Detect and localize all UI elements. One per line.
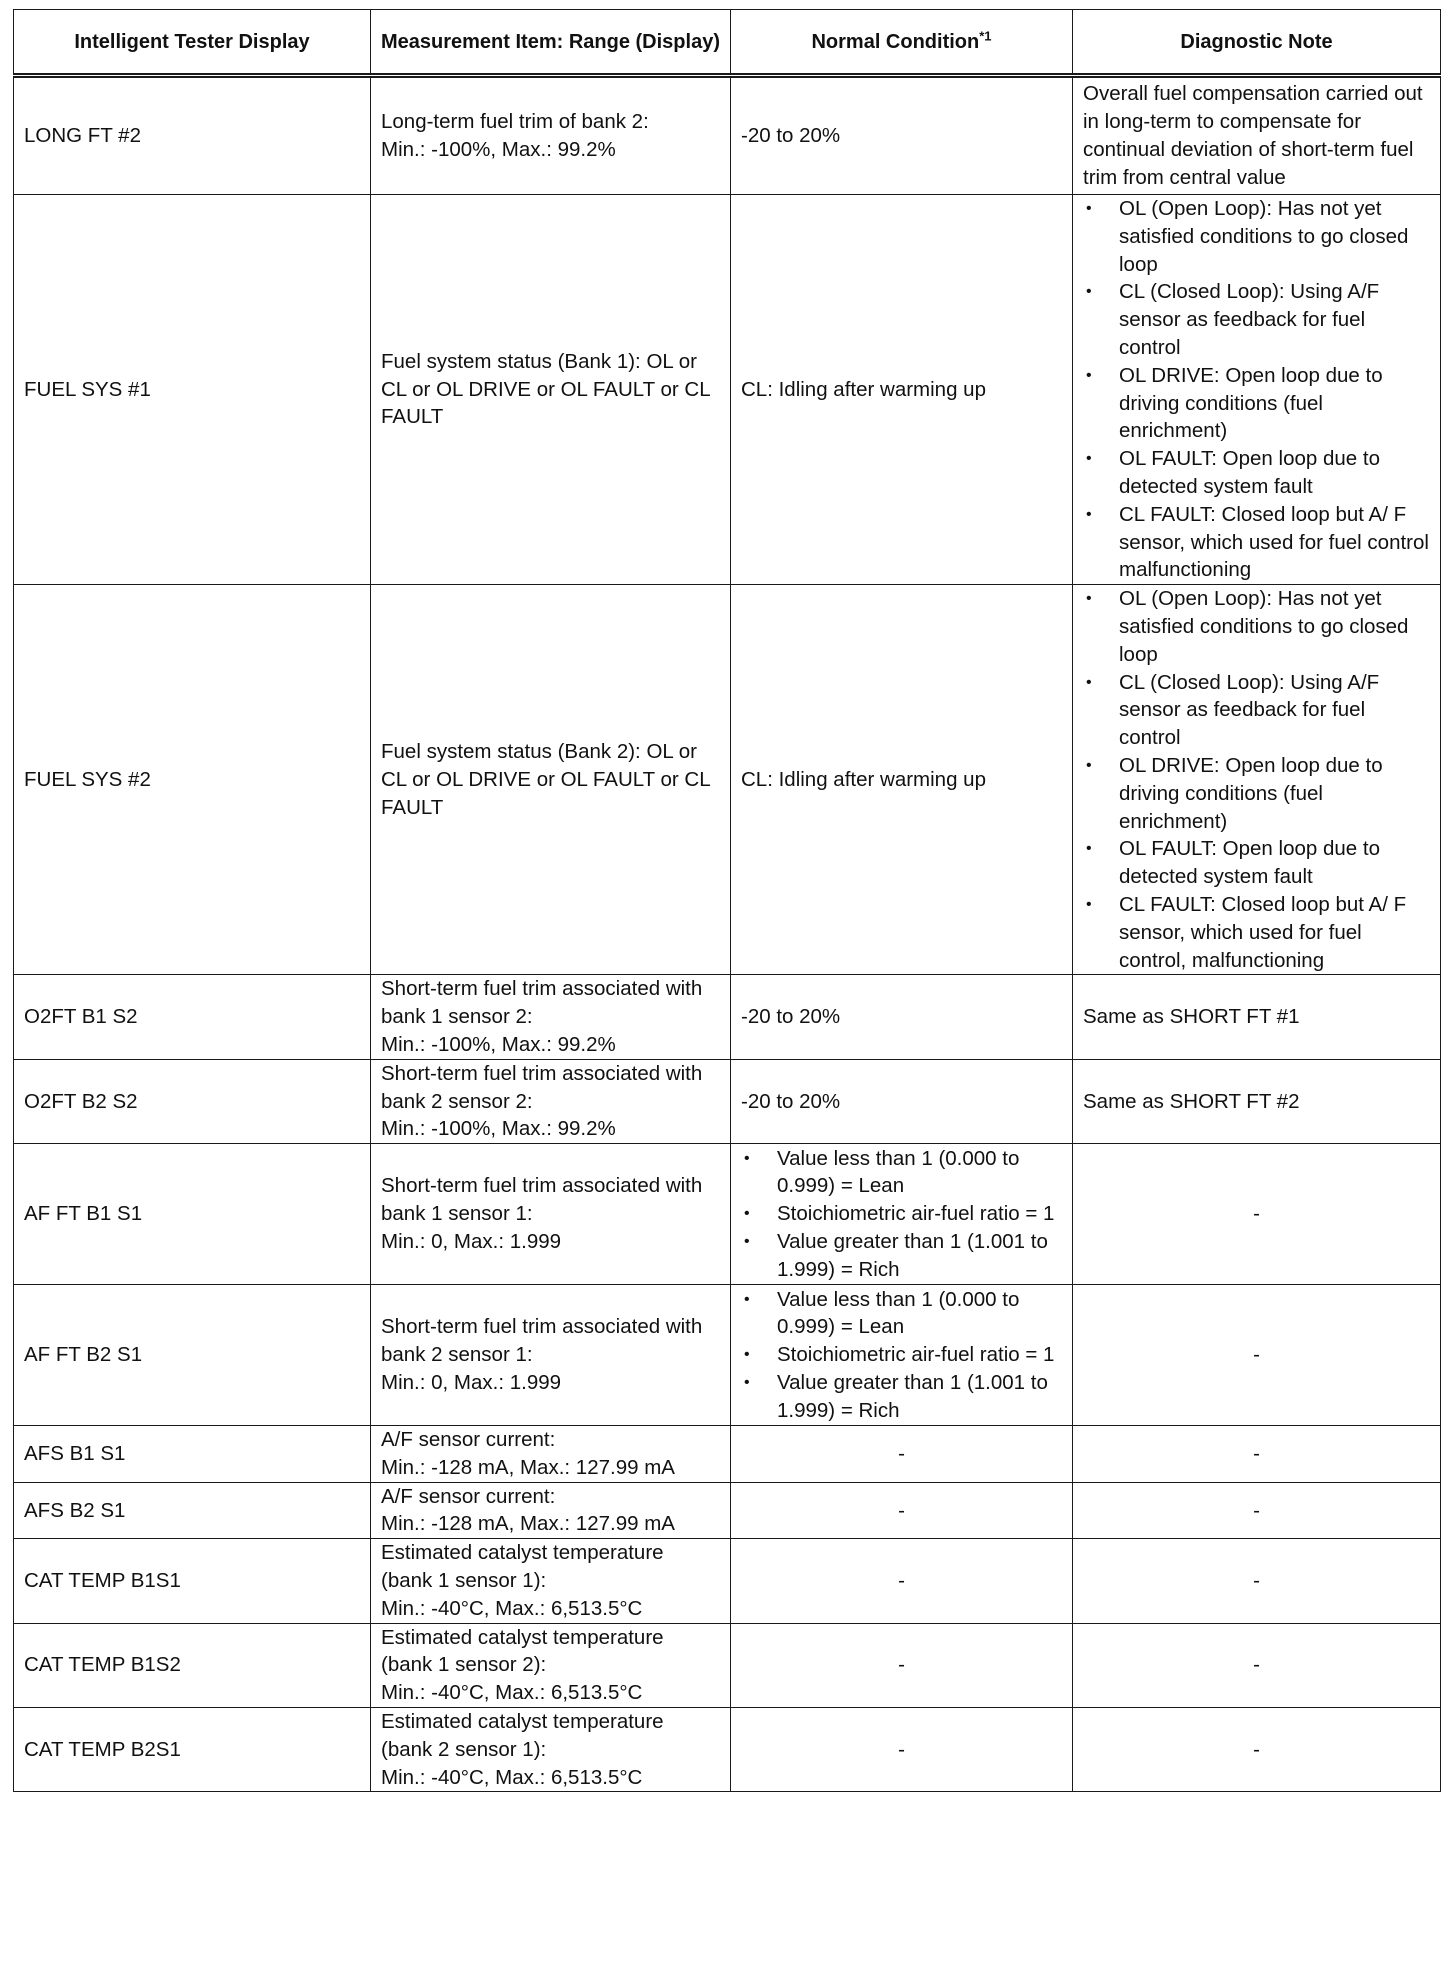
header-normal-condition-label: Normal Condition [811,30,980,53]
table-row [14,585,1441,975]
cell-measurement-item: Short-term fuel trim associated with bank 2 sensor 2: Min.: -100%, Max.: 99.2% [371,1059,731,1143]
cell-tester-display: O2FT B1 S2 [14,975,371,1059]
bullet-item: • OL (Open Loop): Has not yet satisfied conditions to go closed loop [1083,585,1430,668]
cell-normal-condition: - [731,1482,1073,1539]
cell-tester-display: AF FT B1 S1 [14,1144,371,1285]
cell-measurement-item: A/F sensor current: Min.: -128 mA, Max.: 127.99 mA [371,1426,731,1483]
table-row [14,1426,1441,1483]
bullet-item: • OL DRIVE: Open loop due to driving conditions (fuel enrichment) [1083,752,1430,835]
table-row [14,1482,1441,1539]
cell-tester-display: AFS B1 S1 [14,1426,371,1483]
data-list-table [13,9,1441,1792]
cell-tester-display: CAT TEMP B1S2 [14,1623,371,1707]
cell-normal-condition: -20 to 20% [731,76,1073,195]
table-row [14,1708,1441,1792]
bullet-item: • Stoichiometric air-fuel ratio = 1 [741,1200,1062,1228]
cell-measurement-item: Short-term fuel trim associated with bank 1 sensor 2: Min.: -100%, Max.: 99.2% [371,975,731,1059]
table-header [14,10,1441,76]
header-measurement-item: Measurement Item: Range (Display) [371,10,731,76]
table-row [14,1144,1441,1285]
cell-tester-display: FUEL SYS #2 [14,585,371,975]
bullet-item: • CL (Closed Loop): Using A/F sensor as feedback for fuel control [1083,669,1430,752]
footnote-marker: *1 [979,27,992,43]
cell-tester-display: FUEL SYS #1 [14,195,371,585]
bullet-item: • CL (Closed Loop): Using A/F sensor as feedback for fuel control [1083,278,1430,361]
bullet-item: • Value less than 1 (0.000 to 0.999) = Lean [741,1145,1062,1201]
bullet-item: • OL FAULT: Open loop due to detected system fault [1083,445,1430,501]
cell-diagnostic-note: - [1073,1426,1441,1483]
bullet-item: • CL FAULT: Closed loop but A/ F sensor, which used for fuel control malfunctioning [1083,501,1430,584]
cell-tester-display: CAT TEMP B2S1 [14,1708,371,1792]
cell-diagnostic-note: Overall fuel compensation carried out in long-term to compensate for continual deviation of short-term fuel trim from central value [1073,76,1441,195]
bullet-list [741,1145,1062,1284]
bullet-item: • Value less than 1 (0.000 to 0.999) = Lean [741,1286,1062,1342]
header-normal-condition [731,10,1073,76]
cell-normal-condition: - [731,1708,1073,1792]
bullet-item: • CL FAULT: Closed loop but A/ F sensor, which used for fuel control, malfunctioning [1083,891,1430,974]
cell-normal-condition: - [731,1539,1073,1623]
cell-normal-condition: -20 to 20% [731,1059,1073,1143]
bullet-list [1083,195,1430,584]
cell-diagnostic-note: Same as SHORT FT #2 [1073,1059,1441,1143]
bullet-list [741,1286,1062,1425]
table-row [14,1285,1441,1426]
cell-measurement-item: Short-term fuel trim associated with bank 2 sensor 1: Min.: 0, Max.: 1.999 [371,1285,731,1426]
cell-tester-display: O2FT B2 S2 [14,1059,371,1143]
bullet-item: • Stoichiometric air-fuel ratio = 1 [741,1341,1062,1369]
cell-measurement-item: Fuel system status (Bank 2): OL or CL or OL DRIVE or OL FAULT or CL FAULT [371,585,731,975]
cell-tester-display: AF FT B2 S1 [14,1285,371,1426]
table-row [14,76,1441,195]
cell-normal-condition [731,1144,1073,1285]
cell-measurement-item: Fuel system status (Bank 1): OL or CL or OL DRIVE or OL FAULT or CL FAULT [371,195,731,585]
bullet-list [1083,585,1430,974]
cell-tester-display: LONG FT #2 [14,76,371,195]
bullet-item: • OL DRIVE: Open loop due to driving conditions (fuel enrichment) [1083,362,1430,445]
table-row [14,1539,1441,1623]
cell-diagnostic-note [1073,195,1441,585]
cell-normal-condition [731,1285,1073,1426]
cell-diagnostic-note: - [1073,1623,1441,1707]
header-diagnostic-note: Diagnostic Note [1073,10,1441,76]
cell-measurement-item: A/F sensor current: Min.: -128 mA, Max.: 127.99 mA [371,1482,731,1539]
cell-measurement-item: Estimated catalyst temperature (bank 2 sensor 1): Min.: -40°C, Max.: 6,513.5°C [371,1708,731,1792]
table-body [14,76,1441,1792]
cell-tester-display: CAT TEMP B1S1 [14,1539,371,1623]
cell-diagnostic-note: - [1073,1144,1441,1285]
cell-diagnostic-note: - [1073,1285,1441,1426]
cell-diagnostic-note [1073,585,1441,975]
bullet-item: • Value greater than 1 (1.001 to 1.999) = Rich [741,1369,1062,1425]
header-tester-display: Intelligent Tester Display [14,10,371,76]
cell-normal-condition: CL: Idling after warming up [731,585,1073,975]
cell-measurement-item: Long-term fuel trim of bank 2: Min.: -100%, Max.: 99.2% [371,76,731,195]
table-row [14,975,1441,1059]
table-row [14,1059,1441,1143]
cell-measurement-item: Short-term fuel trim associated with bank 1 sensor 1: Min.: 0, Max.: 1.999 [371,1144,731,1285]
cell-diagnostic-note: - [1073,1708,1441,1792]
cell-normal-condition: - [731,1426,1073,1483]
cell-diagnostic-note: - [1073,1539,1441,1623]
cell-tester-display: AFS B2 S1 [14,1482,371,1539]
cell-diagnostic-note: - [1073,1482,1441,1539]
cell-measurement-item: Estimated catalyst temperature (bank 1 sensor 2): Min.: -40°C, Max.: 6,513.5°C [371,1623,731,1707]
header-row [14,10,1441,76]
cell-normal-condition: CL: Idling after warming up [731,195,1073,585]
cell-diagnostic-note: Same as SHORT FT #1 [1073,975,1441,1059]
table-row [14,195,1441,585]
bullet-item: • Value greater than 1 (1.001 to 1.999) = Rich [741,1228,1062,1284]
bullet-item: • OL (Open Loop): Has not yet satisfied conditions to go closed loop [1083,195,1430,278]
cell-measurement-item: Estimated catalyst temperature (bank 1 sensor 1): Min.: -40°C, Max.: 6,513.5°C [371,1539,731,1623]
cell-normal-condition: -20 to 20% [731,975,1073,1059]
bullet-item: • OL FAULT: Open loop due to detected system fault [1083,835,1430,891]
cell-normal-condition: - [731,1623,1073,1707]
table-row [14,1623,1441,1707]
